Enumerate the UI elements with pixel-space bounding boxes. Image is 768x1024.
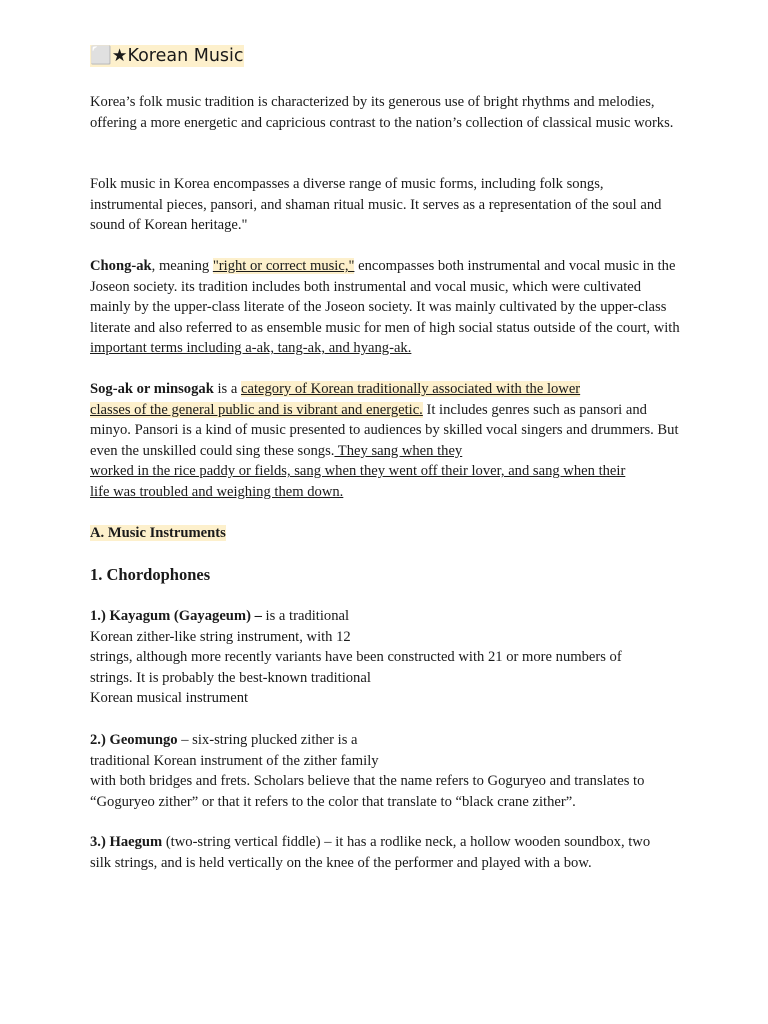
geomungo-entry — [90, 730, 690, 812]
haegum-entry — [90, 832, 690, 873]
intro-paragraph-2: Folk music in Korea encompasses a diverse range of music forms, including folk songs, instrumental pieces, pansori, and shaman ritual music. It serves as a representation of the soul and sound of Korean heritage." — [90, 176, 662, 234]
kayagum-number: 1.) — [90, 608, 110, 624]
sogak-text-2: It includes genres such as pansori and minyo. Pansori is a kind of music presented to audiences by skilled vocal singers and drummers. But even the unskilled could sing these songs. — [90, 401, 679, 459]
chordophones-heading: 1. Chordophones — [90, 565, 211, 584]
kayagum-line-5: Korean musical instrument — [90, 690, 249, 707]
geomungo-line-4: “Goguryeo zither” or that it refers to the color that translate to “black crane zither”. — [90, 793, 576, 810]
page-title: ⬜★Korean Music — [90, 46, 244, 66]
chongak-text-1: , meaning — [151, 258, 213, 274]
chongak-terms: important terms including a-ak, tang-ak, and hyang-ak. — [90, 340, 412, 357]
sogak-underline-2: worked in the rice paddy or fields, sang when they went off their lover, and sang when their — [90, 463, 626, 480]
sogak-paragraph — [90, 379, 685, 503]
haegum-line-1: (two-string vertical fiddle) – it has a rodlike neck, a hollow wooden soundbox, two — [162, 834, 651, 850]
chongak-paragraph — [90, 256, 685, 359]
kayagum-line-4: strings. It is probably the best-known traditional — [90, 669, 371, 686]
sogak-text-1: is a — [213, 381, 241, 397]
kayagum-name: Kayagum (Gayageum) – — [109, 608, 262, 624]
kayagum-line-3: strings, although more recently variants have been constructed with 21 or more numbers of — [90, 649, 622, 666]
sogak-highlight-1: category of Korean traditionally associated with the lower — [240, 381, 581, 397]
haegum-number: 3.) — [90, 834, 110, 850]
kayagum-entry — [90, 606, 690, 709]
title-block — [90, 45, 690, 68]
haegum-name: Haegum — [109, 834, 163, 850]
chongak-meaning: "right or correct music," — [212, 258, 355, 274]
sogak-underline-1: They sang when they — [334, 442, 463, 459]
section-a-block — [90, 523, 690, 544]
geomungo-number: 2.) — [90, 732, 110, 748]
sogak-underline-3: life was troubled and weighing them down. — [90, 483, 344, 500]
kayagum-line-1: is a traditional — [261, 608, 350, 624]
section-a-heading: A. Music Instruments — [90, 525, 226, 541]
sogak-term: Sog-ak or minsogak — [90, 381, 214, 397]
geomungo-line-2: traditional Korean instrument of the zither family — [90, 752, 379, 769]
haegum-line-2: silk strings, and is held vertically on the knee of the performer and played with a bow. — [90, 854, 592, 871]
geomungo-line-1: – six-string plucked zither is a — [177, 732, 358, 748]
intro-paragraph-1: Korea’s folk music tradition is characterized by its generous use of bright rhythms and melodies, offering a more energetic and capricious contrast to the nation’s collection of classical music works. — [90, 94, 674, 131]
kayagum-line-2: Korean zither-like string instrument, with 12 — [90, 628, 351, 645]
chongak-text-2: encompasses both instrumental and vocal music in the Joseon society. its tradition includes both instrumental and vocal music, which were cultivated mainly by the upper-class literate of the Joseon society. It was mainly cultivated by the upper-class literate and also referred to as ensemble music for men of high social status outside of the court, with — [90, 258, 680, 336]
chongak-term: Chong-ak — [90, 258, 152, 274]
geomungo-line-3: with both bridges and frets. Scholars believe that the name refers to Goguryeo and translates to — [90, 773, 645, 790]
sogak-highlight-2: classes of the general public and is vibrant and energetic. — [90, 401, 423, 418]
geomungo-name: Geomungo — [109, 732, 178, 748]
